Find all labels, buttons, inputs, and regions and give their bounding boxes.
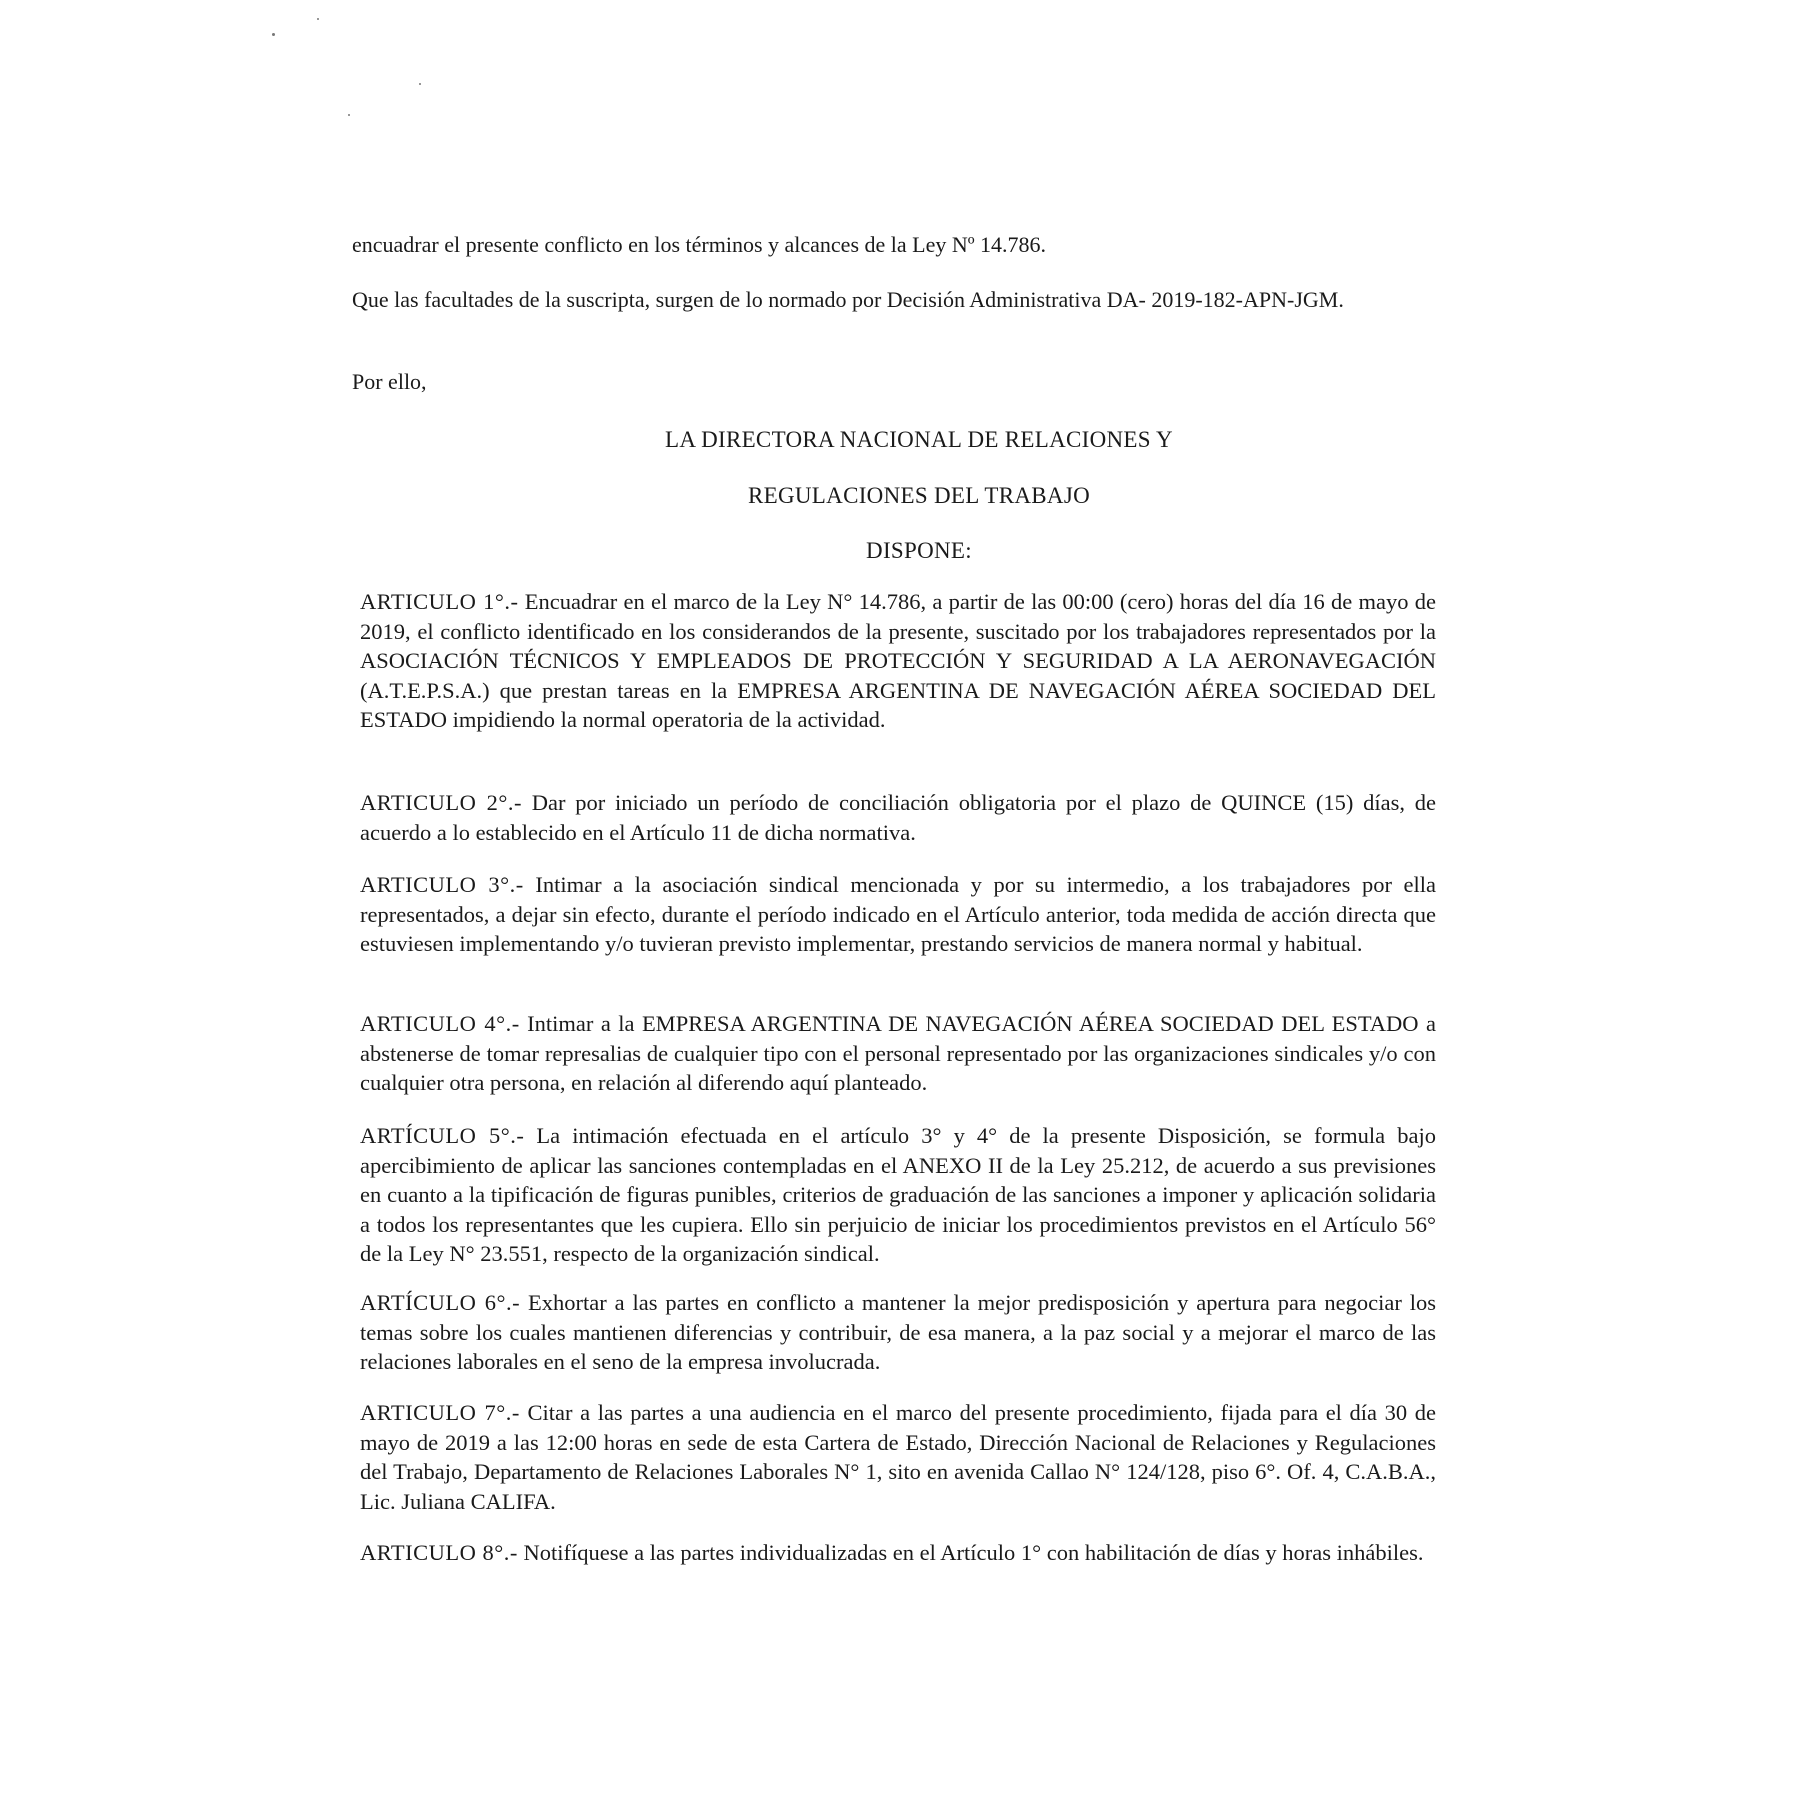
- article-6-text: Exhortar a las partes en conflicto a mantener la mejor predisposición y apertura para negociar los temas sobre los cuales mantienen diferencias y contribuir, de esa manera, a la paz social y a mejorar el marco de las relaciones laborales en el seno de la empresa involucrada.: [360, 1290, 1436, 1374]
- article-2-text: Dar por iniciado un período de conciliación obligatoria por el plazo de QUINCE (15) días, de acuerdo a lo establecido en el Artículo 11 de dicha normativa.: [360, 790, 1436, 845]
- article-6-label: ARTÍCULO 6°.-: [360, 1290, 521, 1315]
- scan-speck: [419, 83, 421, 85]
- por-ello-text: Por ello,: [352, 369, 427, 394]
- article-1-text: Encuadrar en el marco de la Ley N° 14.786, a partir de las 00:00 (cero) horas del día 16 de mayo de 2019, el conflicto identificado en los considerandos de la presente, suscitado por los trabajadores representados por la ASOCIACIÓN TÉCNICOS Y EMPLEADOS DE PROTECCIÓN Y SEGURIDAD A LA AERONAVEGACIÓN (A.T.E.P.S.A.) que prestan tareas en la EMPRESA ARGENTINA DE NAVEGACIÓN AÉREA SOCIEDAD DEL ESTADO impidiendo la normal operatoria de la actividad.: [360, 589, 1436, 732]
- article-5: [360, 1121, 1436, 1269]
- dispone-heading: DISPONE:: [866, 538, 972, 563]
- article-7-label: ARTICULO 7°.-: [360, 1400, 520, 1425]
- article-4-text: Intimar a la EMPRESA ARGENTINA DE NAVEGACIÓN AÉREA SOCIEDAD DEL ESTADO a abstenerse de tomar represalias de cualquier tipo con el personal representado por las organizaciones sindicales y/o con cualquier otra persona, en relación al diferendo aquí planteado.: [360, 1011, 1436, 1095]
- article-5-label: ARTÍCULO 5°.-: [360, 1123, 525, 1148]
- article-8-label: ARTICULO 8°.-: [360, 1540, 518, 1565]
- article-3: [360, 870, 1436, 959]
- intro-paragraph: encuadrar el presente conflicto en los términos y alcances de la Ley Nº 14.786.: [352, 232, 1047, 257]
- heading-line-2: REGULACIONES DEL TRABAJO: [748, 483, 1090, 508]
- scan-speck: [317, 18, 319, 20]
- article-7: [360, 1398, 1436, 1516]
- facultades-paragraph: Que las facultades de la suscripta, surgen de lo normado por Decisión Administrativa DA- 2019-182-APN-JGM.: [352, 287, 1344, 312]
- article-5-text: La intimación efectuada en el artículo 3° y 4° de la presente Disposición, se formula bajo apercibimiento de aplicar las sanciones contempladas en el ANEXO II de la Ley 25.212, de acuerdo a sus previsiones en cuanto a la tipificación de figuras punibles, criterios de graduación de las sanciones a imponer y aplicación solidaria a todos los representantes que les cupiera. Ello sin perjuicio de iniciar los procedimientos previstos en el Artículo 56° de la Ley N° 23.551, respecto de la organización sindical.: [360, 1123, 1436, 1266]
- heading-line-1: LA DIRECTORA NACIONAL DE RELACIONES Y: [665, 427, 1173, 452]
- scan-speck: [272, 33, 275, 36]
- article-6: [360, 1288, 1436, 1377]
- article-8-text: Notifíquese a las partes individualizadas en el Artículo 1° con habilitación de días y horas inhábiles.: [517, 1540, 1424, 1565]
- article-8: [360, 1538, 1436, 1568]
- article-4: [360, 1009, 1436, 1098]
- scan-speck: [348, 114, 350, 116]
- article-2-label: ARTICULO 2°.-: [360, 790, 523, 815]
- article-7-text: Citar a las partes a una audiencia en el marco del presente procedimiento, fijada para el día 30 de mayo de 2019 a las 12:00 horas en sede de esta Cartera de Estado, Dirección Nacional de Relaciones y Regulaciones del Trabajo, Departamento de Relaciones Laborales N° 1, sito en avenida Callao N° 124/128, piso 6°. Of. 4, C.A.B.A., Lic. Juliana CALIFA.: [360, 1400, 1436, 1514]
- article-3-label: ARTICULO 3°.-: [360, 872, 524, 897]
- article-1-label: ARTICULO 1°.-: [360, 589, 519, 614]
- article-3-text: Intimar a la asociación sindical mencionada y por su intermedio, a los trabajadores por ella representados, a dejar sin efecto, durante el período indicado en el Artículo anterior, toda medida de acción directa que estuviesen implementando y/o tuvieran previsto implementar, prestando servicios de manera normal y habitual.: [360, 872, 1436, 956]
- article-1: [360, 587, 1436, 735]
- article-2: [360, 788, 1436, 847]
- article-4-label: ARTICULO 4°.-: [360, 1011, 520, 1036]
